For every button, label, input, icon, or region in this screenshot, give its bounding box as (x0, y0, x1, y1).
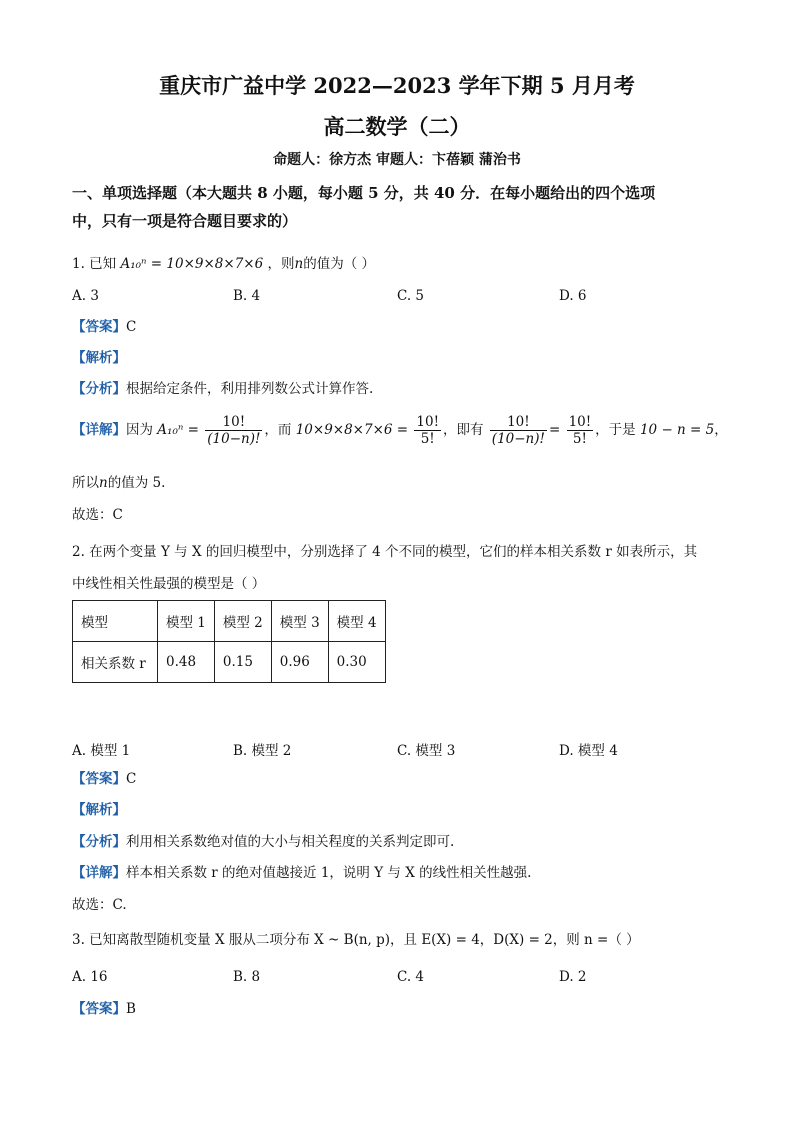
exam-title: 重庆市广益中学 2022—2023 学年下期 5 月月考 (159, 73, 635, 98)
q2-fenxi: 【分析】利用相关系数绝对值的大小与相关程度的关系判定即可. (72, 834, 455, 850)
q1-option-d: D. 6 (559, 288, 587, 304)
table-cell: 0.30 (328, 642, 385, 683)
q1-answer: 【答案】C (72, 319, 137, 335)
table-row (73, 642, 386, 683)
section-heading-line1: 一、单项选择题（本大题共 8 小题，每小题 5 分，共 40 分．在每小题给出的四个选项 (72, 184, 656, 202)
fraction-1: $\frac{10!}{(10-n)!}$ (207, 414, 261, 447)
q2-guxuan: 故选：C. (72, 897, 127, 913)
table-cell: 相关系数 r (73, 642, 158, 683)
q1-option-c: C. 5 (397, 288, 425, 304)
q1-option-b: B. 4 (233, 288, 261, 304)
fraction-2: $\frac{10!}{5!}$ (416, 414, 439, 447)
q3-option-d: D. 2 (559, 969, 587, 985)
q3-option-a: A. 16 (72, 969, 108, 985)
q2-stem-line2: 中线性相关性最强的模型是（ ） (72, 576, 266, 592)
table-cell: 0.96 (271, 642, 328, 683)
correlation-table (72, 600, 386, 683)
q2-answer: 【答案】C (72, 771, 137, 787)
table-cell: 模型 3 (271, 601, 328, 642)
q2-option-c: C. 模型 3 (397, 743, 456, 759)
q3-stem: 3. 已知离散型随机变量 X 服从二项分布 X ~ B(n, p)，且 E(X) = 4，D(X) = 2，则 n =（ ） (72, 932, 640, 948)
exam-subtitle: 高二数学（二） (323, 114, 471, 139)
table-cell: 0.48 (158, 642, 215, 683)
q1-option-a: A. 3 (72, 288, 99, 304)
q1-fenxi: 【分析】根据给定条件，利用排列数公式计算作答. (72, 381, 374, 397)
table-row (73, 601, 386, 642)
fraction-3: $\frac{10!}{(10-n)!}$ (491, 414, 545, 447)
q3-option-b: B. 8 (233, 969, 261, 985)
q1-conclusion: 所以n的值为 5. (72, 475, 166, 491)
section-heading-line2: 中，只有一项是符合题目要求的） (72, 212, 298, 230)
q2-option-a: A. 模型 1 (72, 743, 131, 759)
table-cell: 模型 (73, 601, 158, 642)
q1-guxuan: 故选：C (72, 507, 123, 523)
q2-option-b: B. 模型 2 (233, 743, 292, 759)
exam-authors: 命题人：徐方杰 审题人：卞蓓颖 蒲治书 (273, 152, 521, 168)
q2-xiangjie: 【详解】样本相关系数 r 的绝对值越接近 1，说明 Y 与 X 的线性相关性越强. (72, 865, 532, 881)
q2-option-d: D. 模型 4 (559, 743, 618, 759)
q1-formula: A₁₀ⁿ = 10×9×8×7×6 (120, 256, 264, 272)
q1-jiexi: 【解析】 (72, 350, 126, 366)
q2-stem-line1: 2. 在两个变量 Y 与 X 的回归模型中，分别选择了 4 个不同的模型，它们的样本相关系数 r 如表所示，其 (72, 544, 698, 560)
q1-stem: 1. 已知 A₁₀ⁿ = 10×9×8×7×6 ，则n的值为（ ） (72, 256, 375, 272)
table-cell: 模型 2 (214, 601, 271, 642)
table-cell: 模型 1 (158, 601, 215, 642)
q1-xiangjie: 【详解】因为 A₁₀ⁿ = $\frac{10!}{(10-n)!}$ ，而 10×9×8×7×6 = $\frac{10!}{5!}$ ，即有 $\frac{10!}{(10-n)!}$ = $\frac{10!}{5!}$ ，于是 10 − n = 5， (72, 414, 728, 447)
q2-jiexi: 【解析】 (72, 802, 126, 818)
table-cell: 0.15 (214, 642, 271, 683)
q3-option-c: C. 4 (397, 969, 425, 985)
fraction-4: $\frac{10!}{5!}$ (568, 414, 592, 447)
table-cell: 模型 4 (328, 601, 385, 642)
q3-answer: 【答案】B (72, 1001, 136, 1017)
